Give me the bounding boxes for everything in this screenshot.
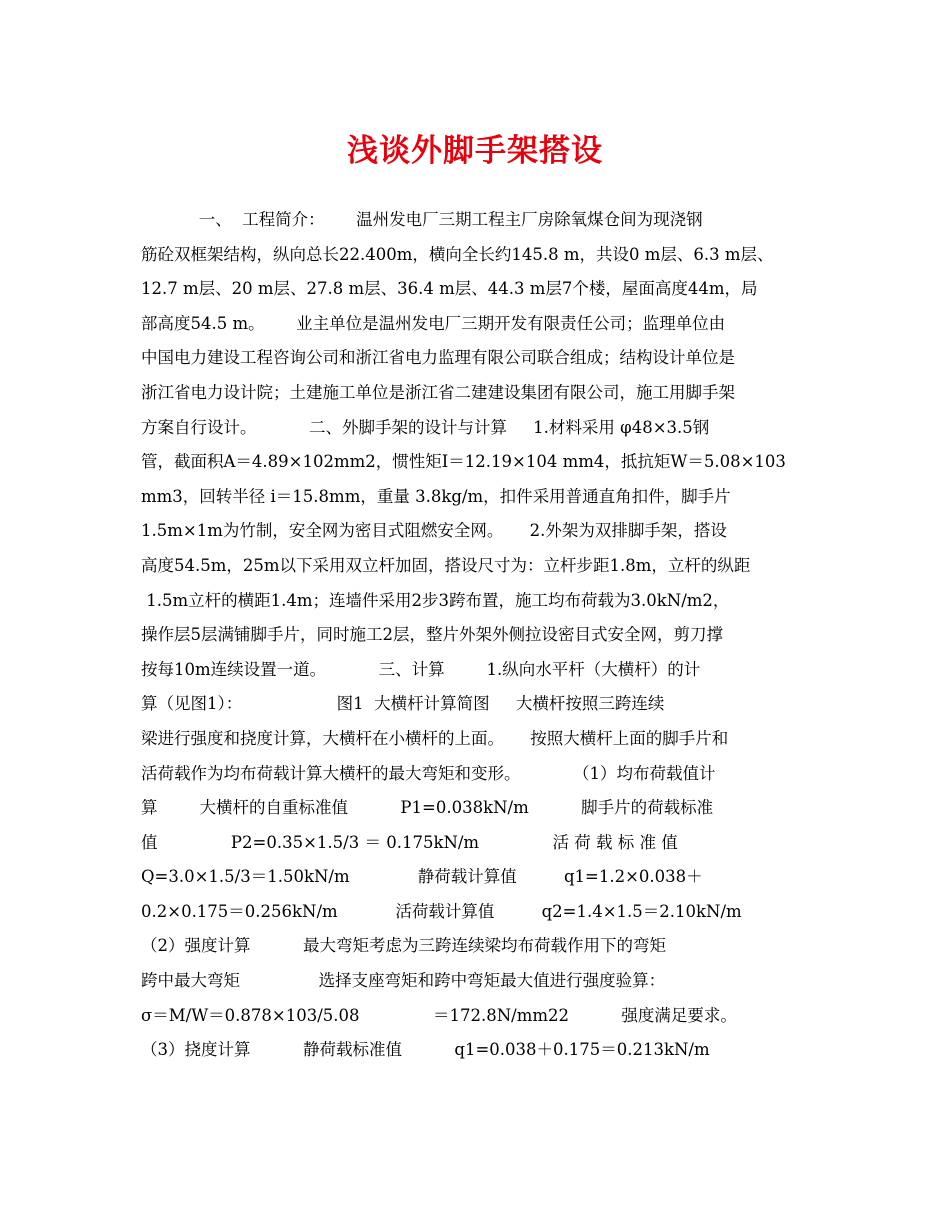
paragraph-line: 梁进行强度和挠度计算，大横杆在小横杆的上面。 按照大横杆上面的脚手片和 [141,728,729,748]
paragraph-line: 12.7 m层、20 m层、27.8 m层、36.4 m层、44.3 m层7个楼，屋面高度44m，局 [141,279,758,299]
paragraph-line: 按每10m连续设置一道。 三、计算 1.纵向水平杆（大横杆）的计 [141,659,701,679]
paragraph-line: 1.5m立杆的横距1.4m；连墙件采用2步3跨布置，施工均布荷载为3.0kN/m2， [141,590,730,610]
paragraph-line: 活荷载作为均布荷载计算大横杆的最大弯矩和变形。 （1）均布荷载值计 [141,763,716,783]
paragraph-line: mm3，回转半径 i＝15.8mm，重量 3.8kg/m，扣件采用普通直角扣件，脚手片 [141,486,731,506]
paragraph-line: σ＝M/W＝0.878×103/5.08 ＝172.8N/mm22 强度满足要求。 [141,1005,737,1025]
paragraph-line: 一、 工程简介： 温州发电厂三期工程主厂房除氧煤仓间为现浇钢 [141,210,703,229]
paragraph-line: 中国电力建设工程咨询公司和浙江省电力监理有限公司联合组成；结构设计单位是 [141,348,735,368]
paragraph-line: 算（见图1）： 图1 大横杆计算简图 大横杆按照三跨连续 [141,694,665,714]
paragraph-line: 值 P2=0.35×1.5/3 ＝ 0.175kN/m 活 荷 载 标 准 值 [141,832,678,852]
paragraph-line: 浙江省电力设计院；土建施工单位是浙江省二建建设集团有限公司，施工用脚手架 [141,382,735,402]
paragraph-line: 0.2×0.175＝0.256kN/m 活荷载计算值 q2=1.4×1.5＝2.10kN/m [141,901,742,921]
paragraph-line: 操作层5层满铺脚手片，同时施工2层，整片外架外侧拉设密目式安全网，剪刀撑 [141,625,723,645]
paragraph-line: 筋砼双框架结构，纵向总长22.400m，横向全长约145.8 m，共设0 m层、6.3 m层、 [141,244,774,264]
paragraph-line: Q=3.0×1.5/3＝1.50kN/m 静荷载计算值 q1=1.2×0.038＋ [141,867,703,887]
paragraph-line: （3）挠度计算 静荷载标准值 q1=0.038＋0.175＝0.213kN/m [141,1040,710,1060]
paragraph-line: （2）强度计算 最大弯矩考虑为三跨连续梁均布荷载作用下的弯矩 [141,936,666,956]
paragraph-line: 跨中最大弯矩 选择支座弯矩和跨中弯矩最大值进行强度验算： [141,971,666,991]
paragraph-line: 高度54.5m，25m以下采用双立杆加固，搭设尺寸为：立杆步距1.8m，立杆的纵距 [141,555,751,575]
paragraph-line: 管，截面积A＝4.89×102mm2，惯性矩I＝12.19×104 mm4，抵抗矩W＝5.08×103 [141,452,786,472]
paragraph-line: 方案自行设计。 二、外脚手架的设计与计算 1.材料采用 φ48×3.5钢 [141,417,710,437]
document-body [141,203,821,1068]
paragraph-line: 1.5m×1m为竹制，安全网为密目式阻燃安全网。 2.外架为双排脚手架，搭设 [141,521,727,541]
paragraph-line: 部高度54.5 m。 业主单位是温州发电厂三期开发有限责任公司；监理单位由 [141,313,726,333]
paragraph-line: 算 大横杆的自重标准值 P1=0.038kN/m 脚手片的荷载标准 [141,798,714,818]
document-title: 浅谈外脚手架搭设 [347,133,603,169]
